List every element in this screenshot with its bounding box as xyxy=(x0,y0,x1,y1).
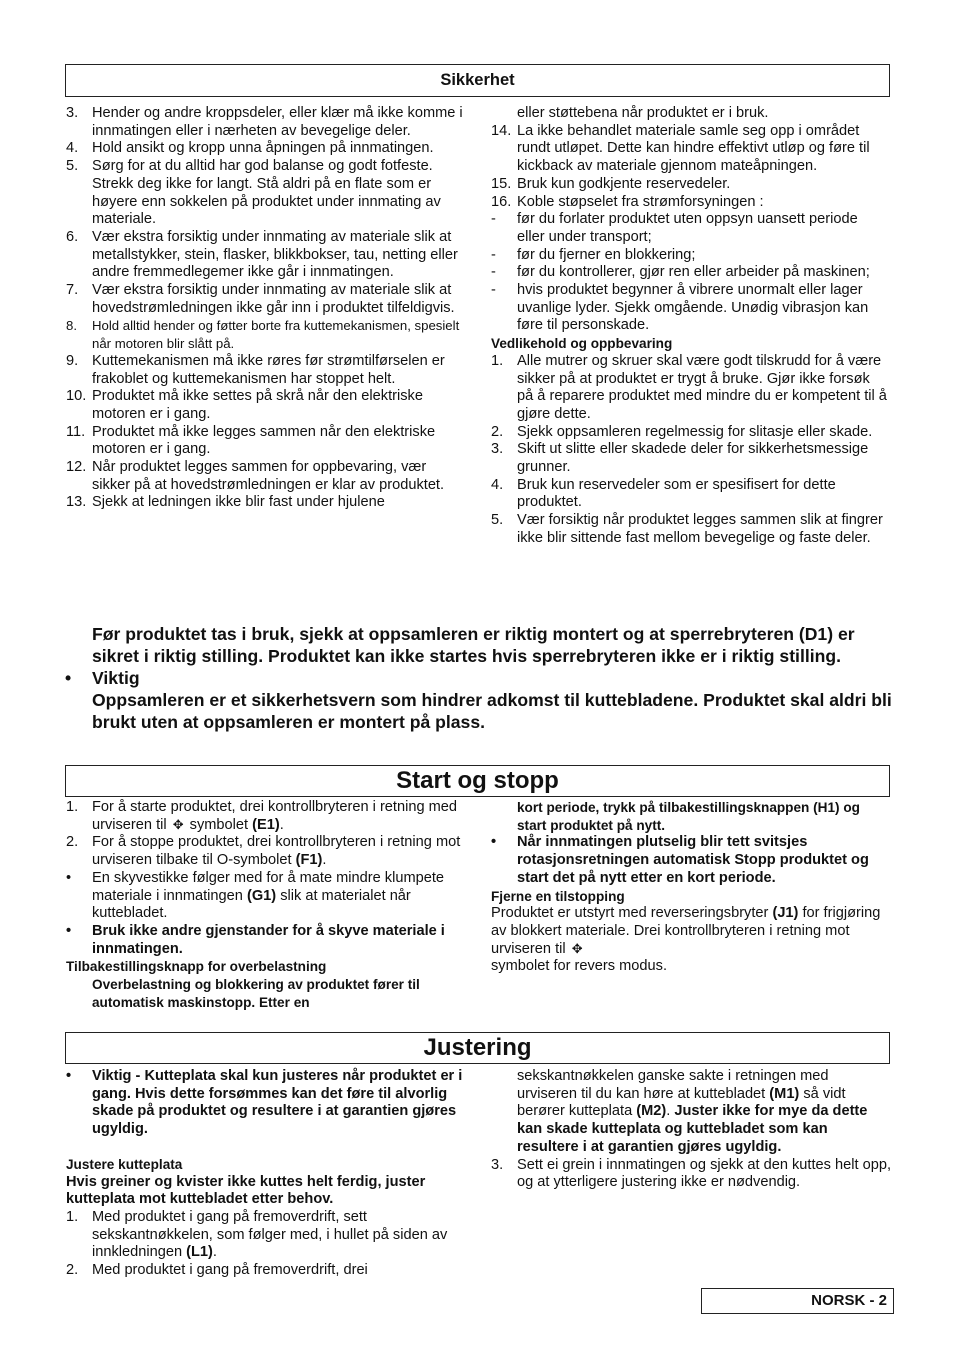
list-item: 8. Hold alltid hender og føtter borte fra kuttemekanismen, spesielt når motoren blir slått på. xyxy=(66,318,460,352)
list-item: 4. Bruk kun reservedeler som er spesifisert for dette produktet. xyxy=(491,476,836,511)
dash-item: - før du kontrollerer, gjør ren eller arbeider på maskinen; xyxy=(491,264,870,281)
safety-left-column xyxy=(66,105,468,512)
adjust-left-column xyxy=(66,1068,468,1280)
subheading-overload: Tilbakestillingsknapp for overbelastning xyxy=(66,959,327,975)
section-title: Sikkerhet xyxy=(440,71,515,89)
adjust-right-column xyxy=(491,1068,891,1192)
list-item: 14. La ikke behandlet materiale samle seg opp i området rundt utløpet. Dette kan hindre effektivt utløp og føre til kickback av materiale gjennom mateåpningen. xyxy=(491,122,870,175)
list-item: 10. Produktet må ikke settes på skrå når den elektriske motoren er i gang. xyxy=(66,388,423,422)
list-item: 12. Når produktet legges sammen for oppbevaring, vær sikker på at hovedstrømledningen er klar av produktet. xyxy=(66,459,445,493)
list-item: 7. Vær ekstra forsiktig under innmating av materiale slik at hovedstrømledningen ikke går inn i produktet tilfeldigvis. xyxy=(66,282,455,316)
warning-block xyxy=(65,623,895,733)
list-item: 1. For å starte produktet, drei kontrollbryteren i retning med urviseren til ✥ symbolet (E1). xyxy=(66,799,458,833)
dash-item: - før du forlater produktet uten oppsyn uansett periode eller under transport; xyxy=(491,211,858,245)
bullet-item: • En skyvestikke følger med for å mate mindre klumpete materiale i innmatingen (G1) slik at materialet når kuttebladet. xyxy=(66,869,445,922)
list-item: 4. Hold ansikt og kropp unna åpningen på innmatingen. xyxy=(66,140,434,157)
list-item: 16. Koble støpselet fra strømforsyningen : xyxy=(491,193,764,210)
warning-paragraph: Før produktet tas i bruk, sjekk at oppsamleren er riktig montert og at sperrebryteren (D1) er sikret i riktig stilling. Produktet kan ikke startes hvis sperrebryteren ikke er i riktig stilling. xyxy=(92,624,855,666)
section-heading-start-stop xyxy=(65,765,890,797)
section-title: Start og stopp xyxy=(396,767,559,794)
list-item: 11. Produktet må ikke legges sammen når den elektriske motoren er i gang. xyxy=(66,423,436,458)
subheading-clog: Fjerne en tilstopping xyxy=(491,888,625,904)
reverse-rotation-icon: ✥ xyxy=(571,940,583,956)
bullet-item: • Når innmatingen plutselig blir tett svitsjes rotasjonsretningen automatisk Stopp produktet og start det på nytt etter en kort periode. xyxy=(491,834,869,886)
list-item: 1. Alle mutrer og skruer skal være godt tilskrudd for å være sikker på at produktet er trygt å bruke. Gjør ikke forsøk på å reparere produktet med mindre du er kompetent til å gjøre dette. xyxy=(491,352,887,422)
list-item: 2. Med produktet i gang på fremoverdrift, drei xyxy=(66,1262,368,1279)
overload-text: Overbelastning og blokkering av produktet fører til automatisk maskinstopp. Etter en xyxy=(92,977,420,1010)
bullet-dot: • xyxy=(65,668,72,688)
list-item: 15. Bruk kun godkjente reservedeler. xyxy=(491,175,731,192)
list-item: 5. Sørg for at du alltid har god balanse og godt fotfeste. Strekk deg ikke for langt. Stå aldri på en flate som er høyere enn sokkelen på produktet under innmating av materiale. xyxy=(66,158,441,228)
dash-item: - hvis produktet begynner å vibrere unormalt eller lager uvanlige lyder. Sjekk omgående. Unødig vibrasjon kan føre til personskade. xyxy=(491,282,869,334)
section-title: Justering xyxy=(423,1034,532,1061)
warning-label: Viktig xyxy=(92,668,140,688)
start-right-column xyxy=(491,799,891,976)
list-item: 6. Vær ekstra forsiktig under innmating av materiale slik at metallstykker, stein, flasker, blikkbokser, tau, netting eller andre fremmedlegemer ikke går i innmatingen. xyxy=(66,228,458,281)
list-item: 2. Sjekk oppsamleren regelmessig for slitasje eller skade. xyxy=(491,423,873,440)
warning-bullet xyxy=(65,667,895,689)
bullet-item: • Bruk ikke andre gjenstander for å skyve materiale i innmatingen. xyxy=(66,922,445,957)
forward-rotation-icon: ✥ xyxy=(172,816,184,832)
continued-text: kort periode, trykk på tilbakestillingsknappen (H1) og start produktet på nytt. xyxy=(517,800,860,833)
list-item: 13. Sjekk at ledningen ikke blir fast under hjulene xyxy=(66,494,385,511)
subheading-adjust: Justere kutteplata xyxy=(66,1156,183,1172)
adjust-intro: Hvis greiner og kvister ikke kuttes helt ferdig, juster kutteplata mot kuttebladet etter behov. xyxy=(66,1173,426,1208)
list-item: 3. Hender og andre kroppsdeler, eller klær må ikke komme i innmatingen eller i nærheten av bevegelige deler. xyxy=(66,105,463,139)
section-heading-adjustment xyxy=(65,1032,890,1064)
page-footer-label: NORSK - 2 xyxy=(701,1288,894,1314)
warning-important-text: Oppsamleren er et sikkerhetsvern som hindrer adkomst til kuttebladene. Produktet skal aldri bli brukt uten at oppsamleren er montert på plass. xyxy=(92,690,892,732)
bullet-item: • Viktig - Kutteplata skal kun justeres når produktet er i gang. Hvis dette forsømmes kan det føre til alvorlig skade på produktet og resultere i at garantien gjøres ugyldig. xyxy=(66,1068,463,1138)
list-item: 1. Med produktet i gang på fremoverdrift, sett sekskantnøkkelen, som følger med, i hullet på siden av innkledningen (L1). xyxy=(66,1208,448,1261)
dash-item: - før du fjerner en blokkering; xyxy=(491,246,696,263)
start-left-column xyxy=(66,799,468,1011)
clog-text: Produktet er utstyrt med reverseringsbryter (J1) for frigjøring av blokkert materiale. Drei kontrollbryteren i retning mot urviseren til ✥ symbolet for revers modus. xyxy=(491,905,881,975)
list-item: 5. Vær forsiktig når produktet legges sammen slik at fingrer ikke blir sittende fast mellom bevegelige og faste deler. xyxy=(491,512,883,546)
list-item: 3. Skift ut slitte eller skadede deler for sikkerhetsmessige grunner. xyxy=(491,441,869,476)
section-heading-safety xyxy=(65,64,890,97)
subheading-maintenance: Vedlikehold og oppbevaring xyxy=(491,336,673,352)
continued-text: eller støttebena når produktet er i bruk. xyxy=(517,105,769,121)
continued-text: sekskantnøkkelen ganske sakte i retningen med urviseren til du kan høre at kuttebladet (M1) så vidt berører kutteplata (M2). Juster ikke for mye da dette kan skade kutteplata og kuttebladet som kan resultere i at garantien gjøres ugyldig. xyxy=(517,1068,868,1155)
list-item: 3. Sett ei grein i innmatingen og sjekk at den kuttes helt opp, og at ytterligere justering ikke er nødvendig. xyxy=(491,1156,891,1191)
list-item: 9. Kuttemekanismen må ikke røres før strømtilførselen er frakoblet og kuttemekanismen har stoppet helt. xyxy=(66,352,445,387)
list-item: 2. For å stoppe produktet, drei kontrollbryteren i retning mot urviseren tilbake til O-symbolet (F1). xyxy=(66,834,461,869)
safety-right-column xyxy=(491,105,889,548)
